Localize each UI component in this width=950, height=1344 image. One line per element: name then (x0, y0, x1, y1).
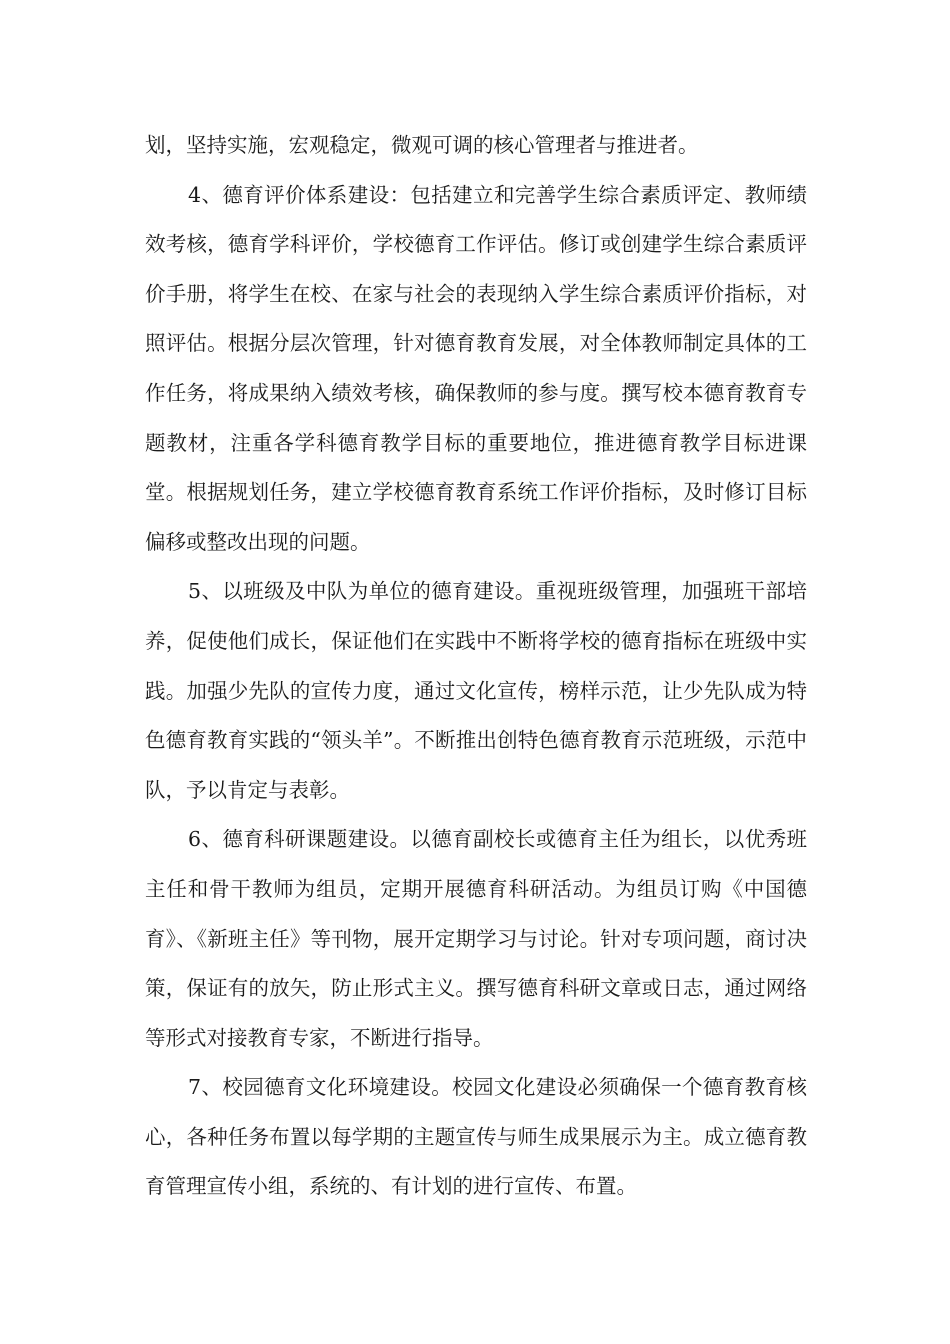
paragraph-research-project: 6、德育科研课题建设。以德育副校长或德育主任为组长，以优秀班主任和骨干教师为组员，定期开展德育科研活动。为组员订购《中国德育》、《新班主任》等刊物，展开定期学习与讨论。针对专项问题，商讨决策，保证有的放矢，防止形式主义。撰写德育科研文章或日志，通过网络等形式对接教育专家，不断进行指导。 (145, 827, 807, 1050)
paragraph-campus-culture: 7、校园德育文化环境建设。校园文化建设必须确保一个德育教育核心，各种任务布置以每学期的主题宣传与师生成果展示为主。成立德育教育管理宣传小组，系统的、有计划的进行宣传、布置。 (145, 1075, 807, 1199)
paragraph-continuation: 划，坚持实施，宏观稳定，微观可调的核心管理者与推进者。 (145, 133, 699, 157)
document-body (145, 121, 807, 1212)
paragraph-class-squad: 5、以班级及中队为单位的德育建设。重视班级管理，加强班干部培养，促使他们成长，保证他们在实践中不断将学校的德育指标在班级中实践。加强少先队的宣传力度，通过文化宣传，榜样示范，让少先队成为特色德育教育实践的“领头羊”。不断推出创特色德育教育示范班级，示范中队，予以肯定与表彰。 (145, 579, 807, 802)
paragraph-evaluation-system: 4、德育评价体系建设：包括建立和完善学生综合素质评定、教师绩效考核，德育学科评价，学校德育工作评估。修订或创建学生综合素质评价手册，将学生在校、在家与社会的表现纳入学生综合素质评价指标，对照评估。根据分层次管理，针对德育教育发展，对全体教师制定具体的工作任务，将成果纳入绩效考核，确保教师的参与度。撰写校本德育教育专题教材，注重各学科德育教学目标的重要地位，推进德育教学目标进课堂。根据规划任务，建立学校德育教育系统工作评价指标，及时修订目标偏移或整改出现的问题。 (145, 182, 807, 554)
